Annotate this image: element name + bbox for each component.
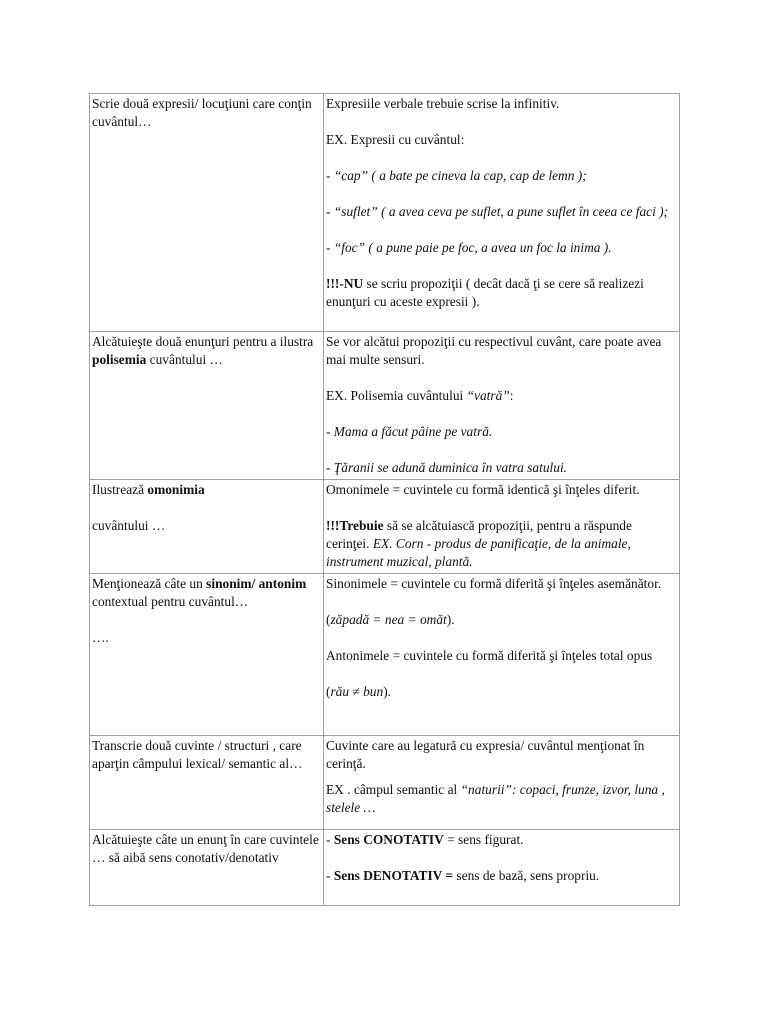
explanation-text: Omonimele = cuvintele cu formă identică şi înţeles diferit. xyxy=(326,482,640,497)
table-row xyxy=(90,94,680,332)
explanation-text: Antonimele = cuvintele cu formă diferită şi înţeles total opus xyxy=(326,648,653,663)
example-heading: EX. Polisemia cuvântului “vatră”: xyxy=(326,388,514,403)
task-cell xyxy=(90,736,324,830)
task-cell xyxy=(90,574,324,736)
explanation-cell xyxy=(324,830,680,906)
explanation-text: Cuvinte care au legatură cu expresia/ cuvântul menţionat în cerinţă. xyxy=(326,738,645,771)
explanation-cell xyxy=(324,574,680,736)
task-cell xyxy=(90,830,324,906)
task-text: cuvântului … xyxy=(92,518,166,533)
warning-note: !!!Trebuie să se alcătuiască propoziţii, pentru a răspunde cerinţei. EX. Corn - produs de panificaţie, de la animale, instrument muzical, plantă. xyxy=(326,518,632,569)
explanation-cell xyxy=(324,480,680,574)
exercise-table xyxy=(89,93,680,906)
explanation-cell xyxy=(324,332,680,480)
task-cell xyxy=(90,332,324,480)
table-row xyxy=(90,332,680,480)
example-item: - Mama a făcut pâine pe vatră. xyxy=(326,424,493,439)
explanation-text: - Sens DENOTATIV = sens de bază, sens propriu. xyxy=(326,868,600,883)
explanation-text: Sinonimele = cuvintele cu formă diferită şi înţeles asemănător. xyxy=(326,576,662,591)
example-item: - “foc” ( a pune paie pe foc, a avea un foc la inima ). xyxy=(326,240,612,255)
task-text: Ilustrează omonimia xyxy=(92,482,205,497)
table-row xyxy=(90,574,680,736)
table-row xyxy=(90,830,680,906)
example-item: - “suflet” ( a avea ceva pe suflet, a pune suflet în ceea ce faci ); xyxy=(326,204,669,219)
table-row xyxy=(90,736,680,830)
example-item: EX . câmpul semantic al “naturii”: copaci, frunze, izvor, luna , stelele … xyxy=(326,782,665,815)
example-heading: EX. Expresii cu cuvântul: xyxy=(326,132,465,147)
explanation-text: Expresiile verbale trebuie scrise la infinitiv. xyxy=(326,96,560,111)
example-item: (rău ≠ bun). xyxy=(326,684,392,699)
example-item: (zăpadă = nea = omăt). xyxy=(326,612,455,627)
warning-note: !!!-NU se scriu propoziţii ( decât dacă ţi se cere să realizezi enunţuri cu aceste expresii ). xyxy=(326,276,644,309)
task-cell xyxy=(90,480,324,574)
explanation-text: Se vor alcătui propoziţii cu respectivul cuvânt, care poate avea mai multe sensuri. xyxy=(326,334,662,367)
task-text: Alcătuieşte câte un enunţ în care cuvintele … să aibă sens conotativ/denotativ xyxy=(92,832,319,865)
explanation-text: - Sens CONOTATIV = sens figurat. xyxy=(326,832,524,847)
task-text: Scrie două expresii/ locuţiuni care conţin cuvântul… xyxy=(92,96,312,129)
example-item: - Ţăranii se adună duminica în vatra satului. xyxy=(326,460,568,475)
example-item: - “cap” ( a bate pe cineva la cap, cap de lemn ); xyxy=(326,168,587,183)
task-text: Transcrie două cuvinte / structuri , care aparţin câmpului lexical/ semantic al… xyxy=(92,738,303,771)
task-cell xyxy=(90,94,324,332)
explanation-cell xyxy=(324,736,680,830)
task-text: …. xyxy=(92,630,109,645)
explanation-cell xyxy=(324,94,680,332)
task-text: Menţionează câte un sinonim/ antonim contextual pentru cuvântul… xyxy=(92,576,307,609)
table-row xyxy=(90,480,680,574)
task-text: Alcătuieşte două enunţuri pentru a ilustra polisemia cuvântului … xyxy=(92,334,314,367)
